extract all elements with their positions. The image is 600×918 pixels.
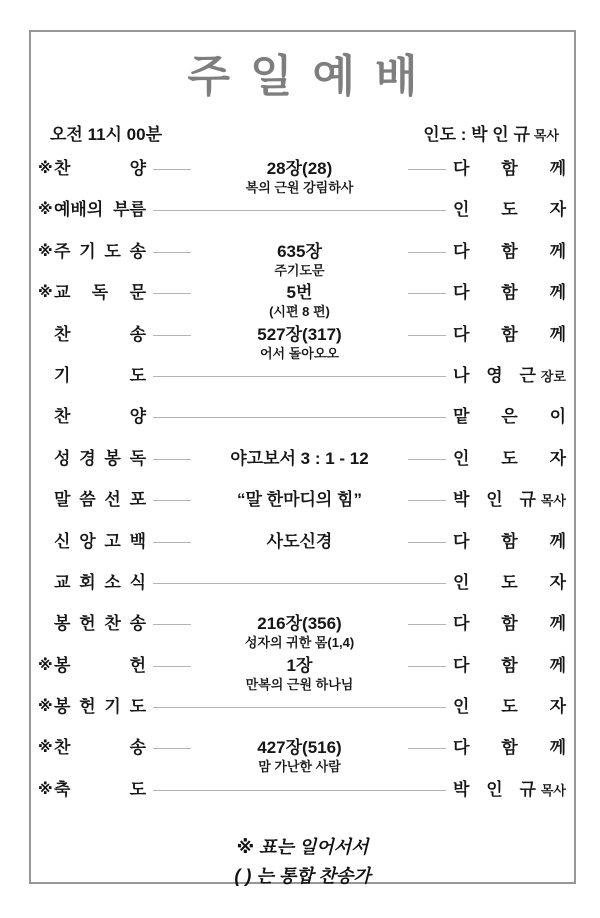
service-leader-role: 목사: [533, 128, 559, 143]
divider-line: [408, 335, 446, 336]
service-item-label: 찬 송: [54, 324, 146, 344]
hymn-number: “말 한마디의 힘”: [237, 490, 362, 510]
leader-line: [153, 407, 446, 418]
service-item-label: 신 앙 고 백: [54, 531, 146, 551]
hymn-number: 5번: [286, 283, 313, 303]
service-row: [38, 407, 566, 448]
service-row: [38, 325, 566, 366]
service-header: [50, 120, 559, 145]
hymn-info: [268, 242, 330, 279]
performer-name: 다 함 께: [453, 159, 566, 178]
leader-line: [153, 780, 446, 791]
divider-line: [153, 542, 191, 543]
leader-line: [153, 490, 446, 510]
performer-role: 장로: [540, 368, 566, 384]
divider-line: [408, 624, 446, 625]
leader-line: [153, 366, 446, 377]
performer-name: 인 도 자: [453, 697, 566, 717]
service-item-label: 말 씀 선 포: [54, 490, 146, 510]
performer: [453, 449, 566, 469]
leader-line: [153, 573, 446, 584]
performer: [453, 366, 566, 386]
performer: [453, 697, 566, 717]
divider-line: [153, 335, 191, 336]
leader-line: [153, 325, 446, 362]
divider-line: [153, 417, 446, 418]
divider-line: [408, 252, 446, 253]
leader-line: [153, 697, 446, 708]
standing-marker: ※: [38, 739, 53, 757]
service-item-label: 주 기 도 송: [54, 241, 146, 261]
hymn-info: [240, 656, 360, 693]
footnote-hymnal: ( ) 는 통합 찬송가: [234, 866, 371, 886]
divider-line: [153, 666, 191, 667]
performer-name: 다 함 께: [453, 241, 566, 261]
divider-line: [153, 748, 191, 749]
leader-line: [153, 449, 446, 469]
hymn-title: 맘 가난한 사람: [258, 759, 341, 775]
leader-line: [153, 614, 446, 651]
standing-marker: ※: [38, 780, 53, 798]
leader-line: [153, 159, 446, 196]
service-item-label: 봉 헌: [54, 655, 146, 675]
performer: [453, 573, 566, 593]
performer-name: 다 함 께: [453, 531, 566, 551]
service-item-label: 찬 양: [54, 159, 146, 178]
bulletin-page: [29, 30, 576, 884]
standing-marker: ※: [38, 656, 53, 674]
service-item-label: 예배의 부름: [54, 200, 146, 220]
service-row: [38, 200, 566, 241]
performer-name: 다 함 께: [453, 655, 566, 675]
divider-line: [153, 707, 446, 708]
hymn-info: [240, 159, 360, 196]
divider-line: [153, 210, 446, 211]
service-item-label: 기 도: [54, 365, 146, 385]
service-row: [38, 449, 566, 490]
standing-marker: ※: [38, 284, 53, 302]
performer-name: 다 함 께: [453, 324, 566, 344]
hymn-info: [261, 532, 339, 552]
performer: [453, 283, 566, 303]
performer: [453, 532, 566, 552]
standing-marker: ※: [38, 160, 53, 177]
divider-line: [153, 293, 191, 294]
service-row: [38, 738, 566, 779]
hymn-info: [239, 614, 360, 651]
performer-name: 인 도 자: [453, 448, 566, 468]
service-item-label: 찬 양: [54, 407, 146, 427]
performer-name: 나 영 근: [453, 365, 536, 385]
performer-name: 박 인 규: [453, 779, 536, 799]
service-leader-name: 인도 : 박 인 규: [423, 125, 530, 144]
performer-name: 다 함 께: [453, 283, 566, 303]
performer-name: 인 도 자: [453, 572, 566, 592]
performer: [453, 614, 566, 634]
hymn-title: (시편 8 편): [269, 304, 330, 320]
service-item-label: 교 독 문: [54, 283, 146, 303]
hymn-info: [251, 325, 347, 362]
divider-line: [153, 624, 191, 625]
performer: [453, 200, 566, 220]
performer: [453, 780, 566, 800]
hymn-title: 어서 돌아오오: [260, 345, 339, 361]
service-item-label: 성 경 봉 독: [54, 448, 146, 468]
leader-line: [153, 656, 446, 693]
leader-line: [153, 283, 446, 320]
hymn-title: 주기도문: [274, 262, 325, 278]
performer: [453, 159, 566, 179]
performer-name: 박 인 규: [453, 490, 536, 510]
divider-line: [153, 169, 191, 170]
hymn-title: 복의 근원 강림하사: [245, 180, 354, 195]
leader-line: [153, 200, 446, 211]
standing-marker: ※: [38, 201, 53, 219]
service-row: [38, 780, 566, 821]
leader-line: [153, 738, 446, 775]
footnote-standing: ※ 표는 일어서서: [236, 837, 369, 857]
hymn-number: 28장(28): [266, 159, 333, 178]
divider-line: [408, 542, 446, 543]
hymn-title: 성자의 귀한 몸(1,4): [244, 635, 355, 651]
performer-name: 인 도 자: [453, 200, 566, 220]
divider-line: [153, 790, 446, 791]
service-item-label: 봉 헌 찬 송: [54, 614, 146, 634]
divider-line: [408, 748, 446, 749]
service-row: [38, 283, 566, 324]
performer: [453, 325, 566, 345]
service-item-label: 축 도: [54, 779, 146, 799]
divider-line: [153, 459, 191, 460]
performer: [453, 490, 566, 510]
hymn-info: [231, 490, 368, 510]
performer-name: 다 함 께: [453, 614, 566, 634]
hymn-title: 만복의 근원 하나님: [245, 676, 354, 692]
page-title: 주일예배: [187, 52, 438, 101]
standing-marker: ※: [38, 242, 53, 260]
service-row: [38, 159, 566, 200]
hymn-info: [224, 449, 374, 469]
leader-line: [153, 242, 446, 279]
performer: [453, 407, 566, 427]
hymn-number: 1장: [286, 655, 313, 675]
performer-name: 다 함 께: [453, 738, 566, 758]
leader-line: [153, 532, 446, 552]
hymn-number: 사도신경: [266, 531, 333, 551]
service-time: 오전 11시 00분: [50, 125, 163, 144]
divider-line: [153, 252, 191, 253]
divider-line: [408, 293, 446, 294]
divider-line: [408, 500, 446, 501]
standing-marker: ※: [38, 698, 53, 716]
service-row: [38, 656, 566, 697]
hymn-number: 야고보서 3 : 1 - 12: [230, 448, 369, 468]
footnotes: [31, 833, 574, 891]
performer-name: 맡 은 이: [453, 407, 566, 427]
hymn-number: 527장(317): [257, 324, 342, 344]
service-row: [38, 532, 566, 573]
service-row: [38, 366, 566, 407]
hymn-number: 635장: [277, 241, 322, 261]
service-leader: [423, 120, 559, 145]
divider-line: [408, 666, 446, 667]
service-row: [38, 697, 566, 738]
divider-line: [153, 500, 191, 501]
hymn-info: [263, 283, 336, 320]
divider-line: [153, 376, 446, 377]
performer: [453, 738, 566, 758]
service-item-label: 봉 헌 기 도: [54, 697, 146, 717]
hymn-number: 216장(356): [257, 614, 342, 634]
performer-role: 목사: [540, 493, 566, 509]
service-row: [38, 573, 566, 614]
service-row: [38, 490, 566, 531]
divider-line: [408, 169, 446, 170]
hymn-info: [251, 738, 347, 775]
service-order-list: [38, 159, 566, 821]
service-item-label: 찬 송: [54, 738, 146, 758]
divider-line: [153, 583, 446, 584]
service-item-label: 교 회 소 식: [54, 572, 146, 592]
divider-line: [408, 459, 446, 460]
performer-role: 목사: [540, 782, 566, 798]
service-row: [38, 242, 566, 283]
performer: [453, 656, 566, 676]
performer: [453, 242, 566, 262]
service-row: [38, 614, 566, 655]
hymn-number: 427장(516): [257, 738, 342, 758]
